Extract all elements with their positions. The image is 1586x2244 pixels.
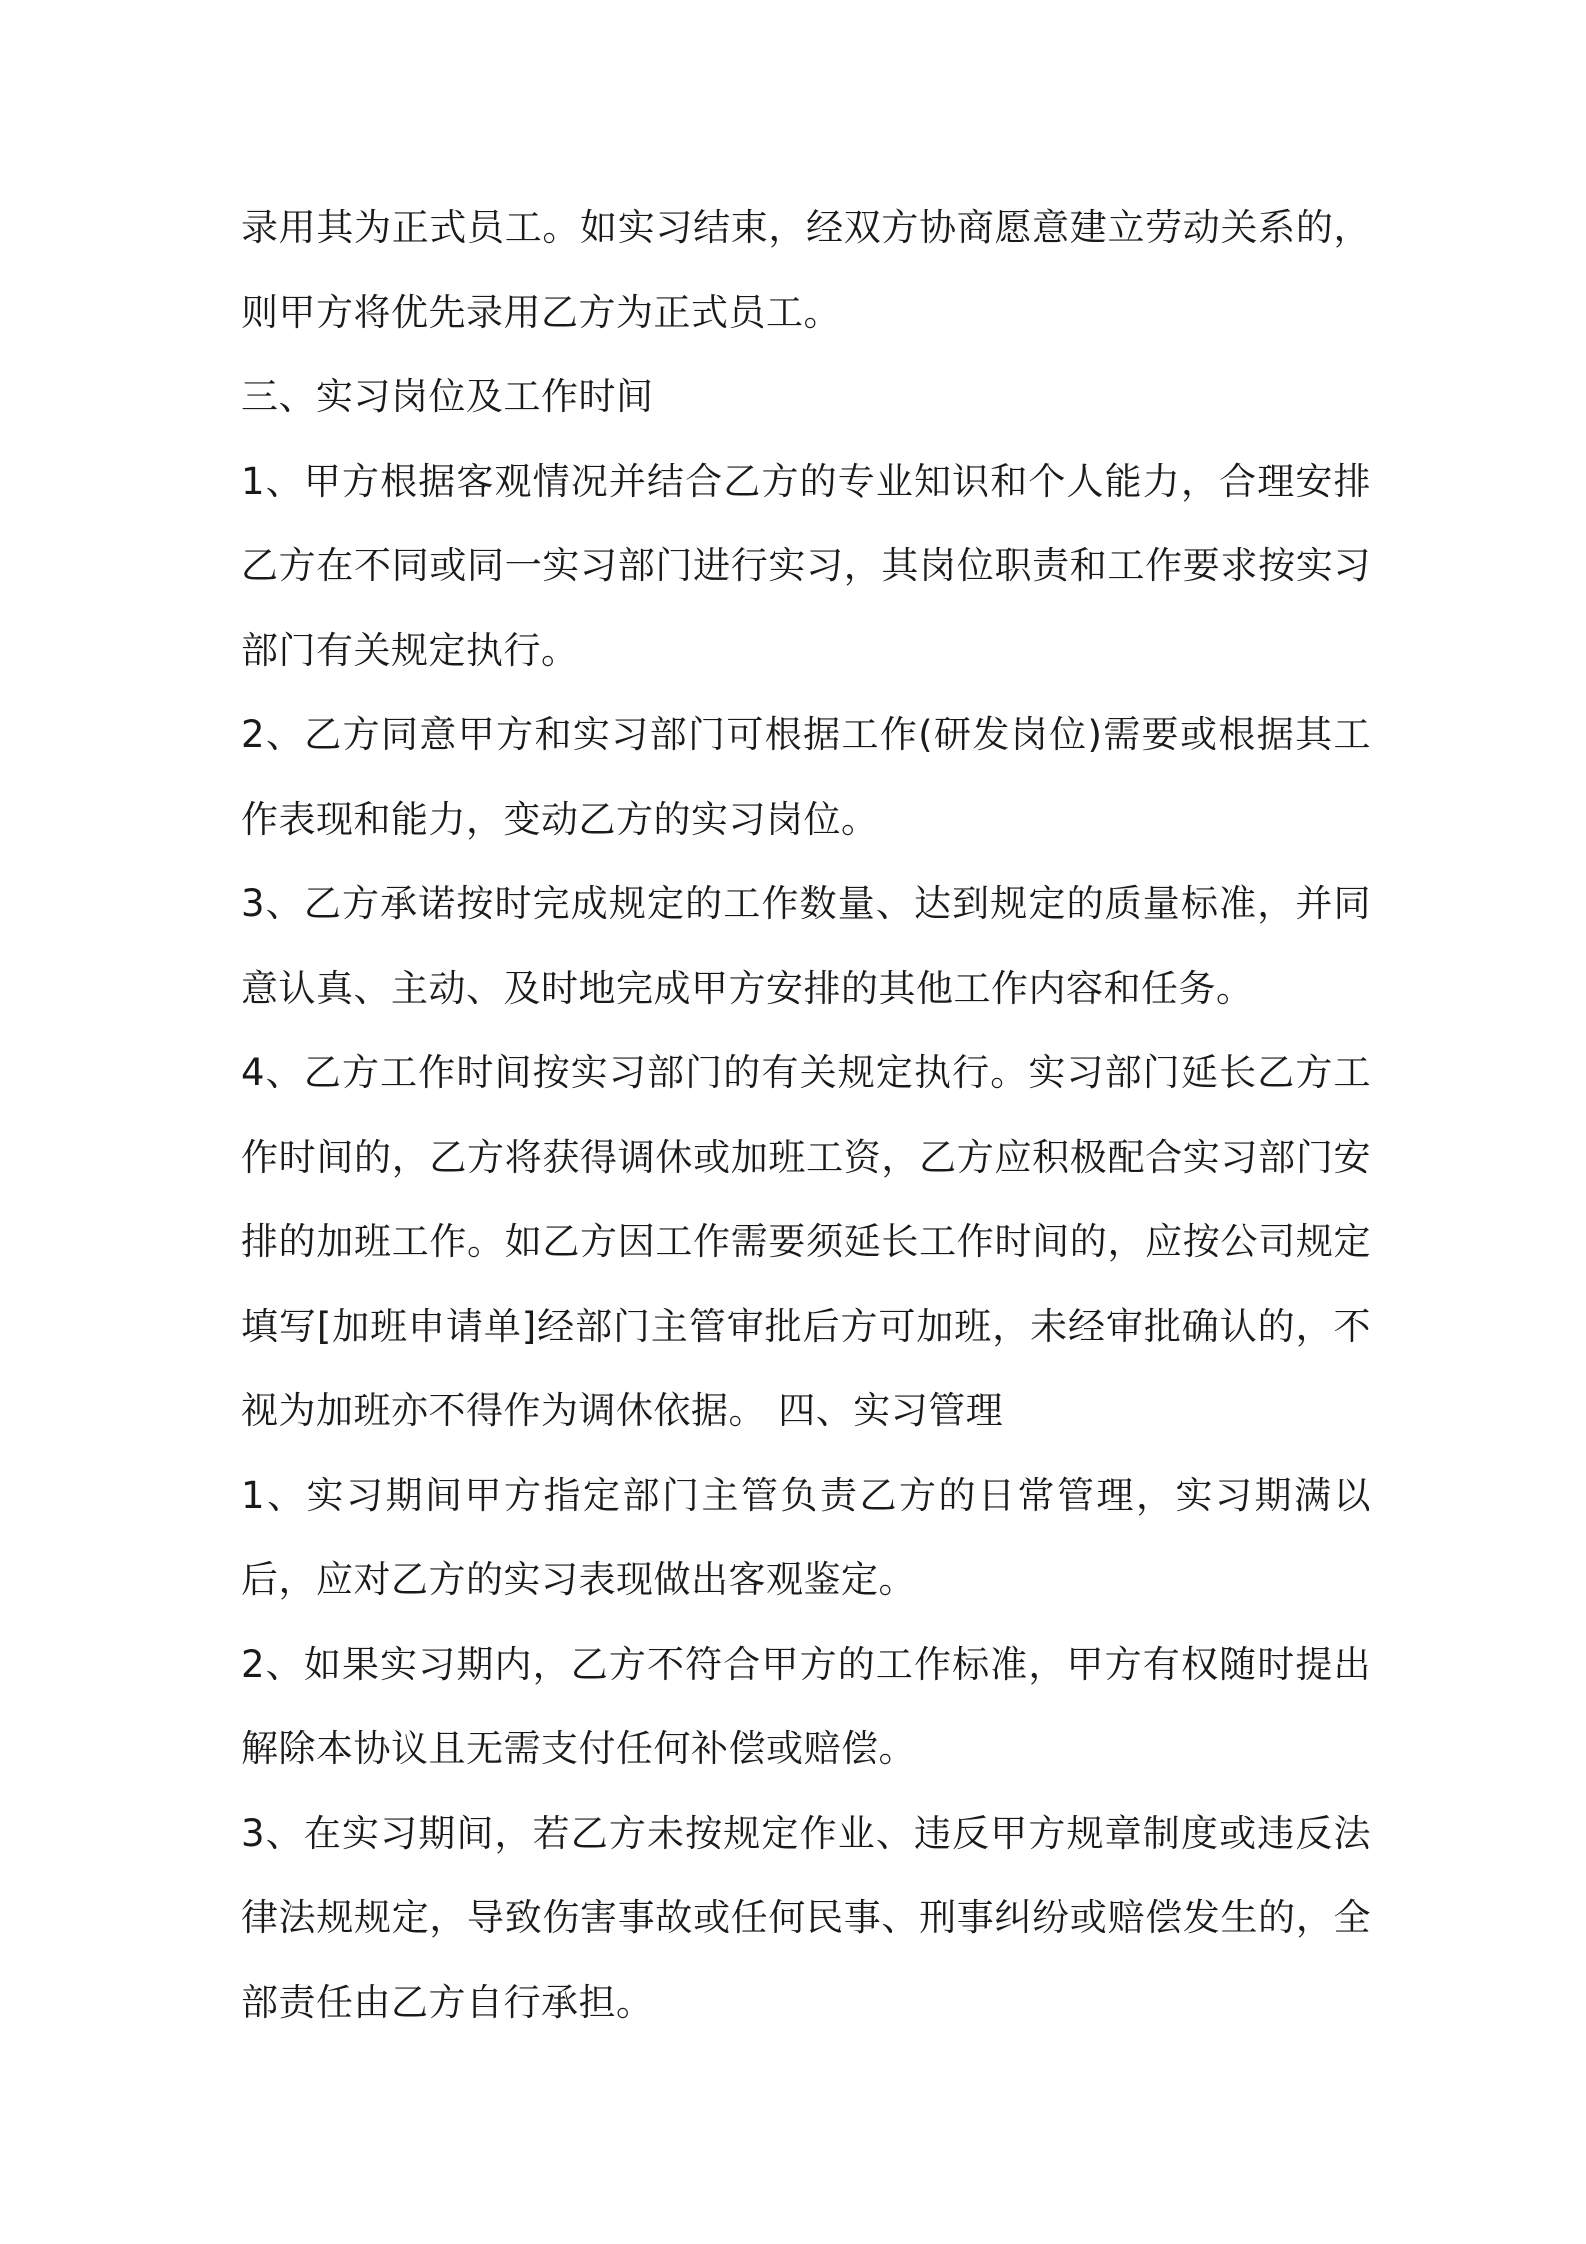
clause-4-2: 2、如果实习期内，乙方不符合甲方的工作标准，甲方有权随时提出解除本协议且无需支付任何补偿或赔偿。 [241, 1642, 1371, 1770]
clause-4-1: 1、实习期间甲方指定部门主管负责乙方的日常管理，实习期满以后，应对乙方的实习表现做出客观鉴定。 [241, 1473, 1371, 1601]
document-body [241, 186, 1371, 2045]
clause-4-3: 3、在实习期间，若乙方未按规定作业、违反甲方规章制度或违反法律法规规定，导致伤害事故或任何民事、刑事纠纷或赔偿发生的，全部责任由乙方自行承担。 [241, 1811, 1371, 2024]
clause-3-4: 4、乙方工作时间按实习部门的有关规定执行。实习部门延长乙方工作时间的，乙方将获得调休或加班工资，乙方应积极配合实习部门安排的加班工作。如乙方因工作需要须延长工作时间的，应按公司规定填写[加班申请单]经部门主管审批后方可加班，未经审批确认的，不视为加班亦不得作为调休依据。 四、实习管理 [241, 1051, 1371, 1432]
clause-3-2: 2、乙方同意甲方和实习部门可根据工作(研发岗位)需要或根据其工作表现和能力，变动乙方的实习岗位。 [241, 713, 1371, 841]
clause-3-3: 3、乙方承诺按时完成规定的工作数量、达到规定的质量标准，并同意认真、主动、及时地完成甲方安排的其他工作内容和任务。 [241, 882, 1371, 1010]
paragraph-intro-continuation: 录用其为正式员工。如实习结束，经双方协商愿意建立劳动关系的，则甲方将优先录用乙方为正式员工。 [241, 206, 1371, 334]
clause-3-1: 1、甲方根据客观情况并结合乙方的专业知识和个人能力，合理安排乙方在不同或同一实习部门进行实习，其岗位职责和工作要求按实习部门有关规定执行。 [241, 459, 1371, 672]
section-heading-internship-position: 三、实习岗位及工作时间 [241, 375, 654, 418]
